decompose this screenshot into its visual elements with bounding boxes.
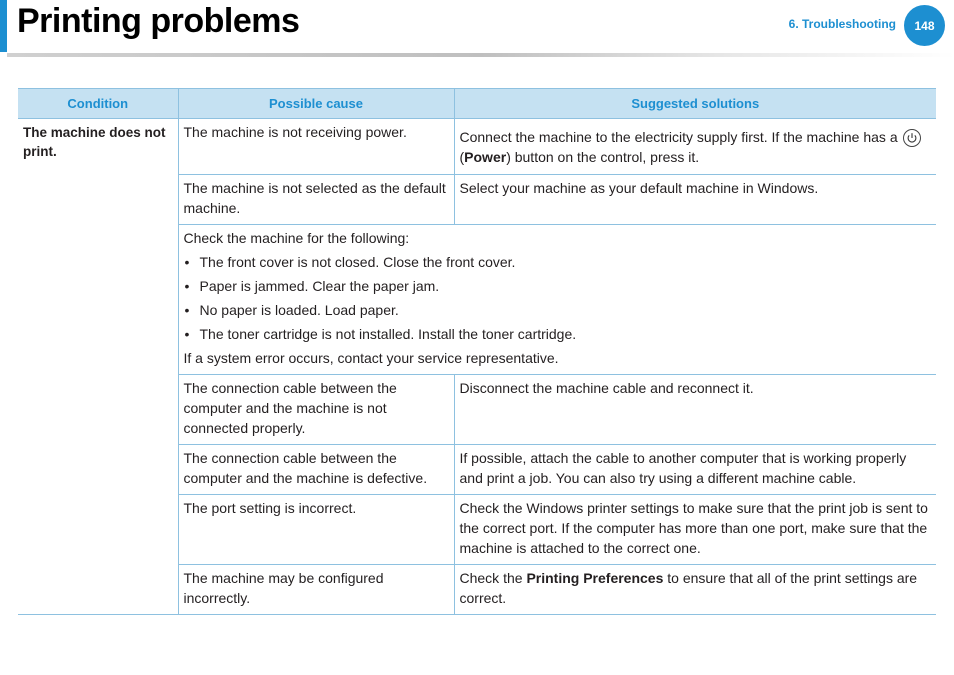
list-item: • The front cover is not closed. Close the front cover.	[184, 252, 931, 272]
cause-cell: The port setting is incorrect.	[178, 495, 454, 565]
list-item: • No paper is loaded. Load paper.	[184, 300, 931, 320]
solution-cell: Check the Windows printer settings to make sure that the print job is sent to the correct port. If the computer has more than one port, make sure that the machine is attached to the correct one.	[454, 495, 936, 565]
cause-cell: The connection cable between the computer and the machine is not connected properly.	[178, 375, 454, 445]
solution-cell: Select your machine as your default machine in Windows.	[454, 175, 936, 225]
troubleshooting-table	[18, 88, 936, 615]
column-header-cause: Possible cause	[178, 89, 454, 119]
list-item: • The toner cartridge is not installed. Install the toner cartridge.	[184, 324, 931, 344]
header-divider	[7, 53, 954, 57]
solution-cell: Check the Printing Preferences to ensure that all of the print settings are correct.	[454, 565, 936, 615]
solution-cell: Disconnect the machine cable and reconnect it.	[454, 375, 936, 445]
table-header-row	[18, 89, 936, 119]
checklist-cell	[178, 225, 936, 375]
checklist-intro: Check the machine for the following:	[183, 230, 410, 246]
title-accent-bar	[0, 0, 7, 52]
chapter-breadcrumb[interactable]: 6. Troubleshooting	[788, 17, 896, 31]
table-row	[18, 119, 936, 175]
checklist	[184, 252, 931, 344]
list-item: • Paper is jammed. Clear the paper jam.	[184, 276, 931, 296]
solution-cell: Connect the machine to the electricity supply first. If the machine has a (Power) button on the control, press it.	[454, 119, 936, 175]
power-label: Power	[464, 149, 507, 166]
column-header-condition: Condition	[18, 89, 178, 119]
condition-cell: The machine does not print.	[18, 119, 178, 615]
cause-cell: The machine is not selected as the default machine.	[178, 175, 454, 225]
printing-preferences-label: Printing Preferences	[526, 570, 664, 586]
cause-cell: The machine may be configured incorrectly.	[178, 565, 454, 615]
checklist-outro: If a system error occurs, contact your service representative.	[183, 350, 559, 366]
solution-cell: If possible, attach the cable to another computer that is working properly and print a job. You can also try using a different machine cable.	[454, 445, 936, 495]
page-title: Printing problems	[17, 2, 300, 40]
column-header-solutions: Suggested solutions	[454, 89, 936, 119]
page-number-badge: 148	[904, 5, 945, 46]
power-icon	[903, 129, 921, 147]
cause-cell: The connection cable between the computer and the machine is defective.	[178, 445, 454, 495]
cause-cell: The machine is not receiving power.	[178, 119, 454, 175]
